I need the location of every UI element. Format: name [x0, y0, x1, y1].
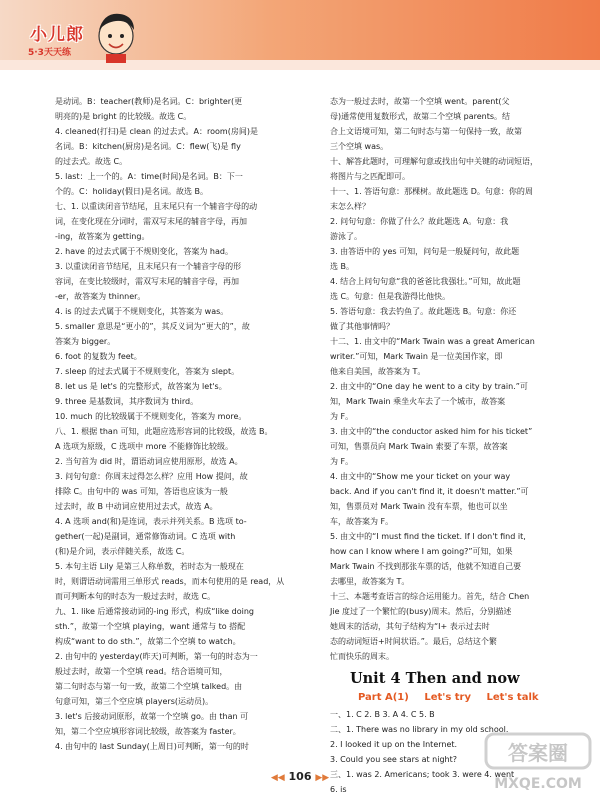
unit-title: Unit 4 Then and now: [350, 670, 520, 687]
answer-line: 4. 由句中的 last Sunday(上周日)可判断，第一句的时: [55, 742, 249, 751]
unit-answer-line: 6. is: [330, 785, 347, 794]
unit-part-line: [358, 691, 585, 705]
answer-line: 3. let's 后接动词原形，故第一个空填 go。由 than 可: [55, 712, 249, 721]
unit-answer-line: 2. I looked it up on the Internet.: [330, 740, 458, 749]
answer-line: 2. have 的过去式属于不规则变化，答案为 had。: [55, 247, 233, 256]
answer-line: 排除 C。由句中的 was 可知，答语也应该为一般: [55, 487, 228, 496]
answer-line: 5. last：上一个的。A：time(时间)是名词。B：下一: [55, 172, 243, 181]
answer-line: 是动词。B：teacher(教师)是名词。C：brighter(更: [55, 97, 243, 106]
answer-line: 九、1. like 后通常接动词的-ing 形式，构成“like doing: [55, 607, 254, 616]
lets-talk-label: Let's talk: [486, 692, 539, 703]
answer-line: (和)是介词，表示伴随关系，故选 C。: [55, 547, 190, 556]
answer-line: 6. foot 的复数为 feet。: [55, 352, 142, 361]
answer-line: 3. 由文中的“the conductor asked him for his ticket”: [330, 427, 533, 436]
answer-line: 母)通常使用复数形式，故第二个空填 parents。结: [330, 112, 511, 121]
answer-line: 词，在变化现在分词时，需双写末尾的辅音字母，再加: [55, 217, 247, 226]
unit-answer-line: 3. Could you see stars at night?: [330, 755, 457, 764]
answer-line: 4. is 的过去式属于不规则变化，其答案为 was。: [55, 307, 229, 316]
answer-line: 容词，在变比较级时，需双写末尾的辅音字母，再加: [55, 277, 239, 286]
answer-line: 知，Mark Twain 乘坐火车去了一个城市，故答案: [330, 397, 506, 406]
unit-answer-line: 三、1. was 2. Americans; took 3. were 4. went: [330, 770, 515, 779]
answer-line: 去哪里，故答案为 T。: [330, 577, 410, 586]
answer-line: 为 F。: [330, 457, 354, 466]
answer-line: 八、1. 根据 than 可知，此题应选形容词的比较级，故选 B。: [55, 427, 273, 436]
brand-name: 小儿郎: [30, 25, 84, 45]
answer-line: 忙而快乐的周末。: [330, 652, 394, 661]
answer-line: 选 B。: [330, 262, 355, 271]
answer-line: -ing，故答案为 getting。: [55, 232, 150, 241]
answer-line: 8. let us 是 let's 的完整形式，故答案为 let's。: [55, 382, 227, 391]
brand-logo: [22, 12, 132, 70]
answer-line: 4. A 选项 and(和)是连词，表示并列关系。B 选项 to-: [55, 517, 247, 526]
right-answers: [330, 94, 585, 664]
answer-line: 4. cleaned(打扫)是 clean 的过去式。A：room(房间)是: [55, 127, 258, 136]
answer-line: 知，第二个空应填形容词比较级，故答案为 faster。: [55, 727, 241, 736]
prev-arrows-icon: ◀◀: [270, 773, 285, 783]
brand-series: 5·3天天练: [28, 48, 71, 58]
answer-line: how can I know where I am going?”可知，如果: [330, 547, 513, 556]
answer-line: 名词。B：kitchen(厨房)是名词。C：flew(飞)是 fly: [55, 142, 241, 151]
answer-line: 4. 结合上问句句意“我的爸爸比我强壮。”可知，故此题: [330, 277, 521, 286]
answer-line: 句意可知，第三个空应填 players(运动员)。: [55, 697, 214, 706]
answer-line: 的过去式。故选 C。: [55, 157, 128, 166]
answer-line: 5. 本句主语 Lily 是第三人称单数，若时态为一般现在: [55, 562, 244, 571]
unit-answer-line: 一、1. C 2. B 3. A 4. C 5. B: [330, 710, 435, 719]
answer-line: back. And if you can't find it, it doesn't matter.”可: [330, 487, 529, 496]
answer-line: 时，则谓语动词需用三单形式 reads，而本句使用的是 read，从: [55, 577, 285, 586]
answer-line: 10. much 的比较级属于不规则变化，答案为 more。: [55, 412, 247, 421]
answer-line: 将图片与之匹配即可。: [330, 172, 410, 181]
answer-line: 3. 以重读闭音节结尾，且末尾只有一个辅音字母的形: [55, 262, 242, 271]
answer-line: 2. 问句句意：你做了什么？故此题选 A。句意：我: [330, 217, 509, 226]
answer-line: 态为一般过去时，故第一个空填 went。parent(父: [330, 97, 510, 106]
answer-line: 7. sleep 的过去式属于不规则变化，答案为 slept。: [55, 367, 240, 376]
unit-answer-line: 二、1. There was no library in my old school.: [330, 725, 509, 734]
page-number: 106: [288, 770, 312, 783]
lets-try-label: Let's try: [424, 692, 471, 703]
answer-line: 般过去时，故第一个空填 read。结合语境可知，: [55, 667, 228, 676]
answer-line: 第二句时态与第一句一致，故第二个空填 talked。由: [55, 682, 243, 691]
answer-line: 2. 由文中的“One day he went to a city by train.”可: [330, 382, 528, 391]
answer-line: 车，故答案为 F。: [330, 517, 394, 526]
part-label: Part A(1): [358, 692, 409, 703]
answer-line: 他来自美国，故答案为 T。: [330, 367, 426, 376]
mascot-icon: [92, 8, 140, 64]
answer-line: 做了其他事情吗？: [330, 322, 394, 331]
answer-line: 三个空填 was。: [330, 142, 389, 151]
svg-text:答案圈: 答案圈: [508, 741, 568, 765]
svg-text:MXQE.COM: MXQE.COM: [494, 776, 582, 792]
answer-line: 七、1. 以重读闭音节结尾，且末尾只有一个辅音字母的动: [55, 202, 258, 211]
watermark-logo: [482, 730, 594, 796]
answer-line: 她周末的活动，其句子结构为“I+ 表示过去时: [330, 622, 490, 631]
answer-line: 十一、1. 答语句意：那棵树。故此题选 D。句意：你的周: [330, 187, 533, 196]
next-arrows-icon: ▶▶: [315, 773, 330, 783]
answer-line: 可知，售票员向 Mark Twain 索要了车票，故答案: [330, 442, 508, 451]
answer-line: 2. 当句首为 did 时，谓语动词应使用原形，故选 A。: [55, 457, 243, 466]
answer-line: 十二、1. 由文中的“Mark Twain was a great American: [330, 337, 535, 346]
answer-line: 5. 由文中的“I must find the ticket. If I don't find it,: [330, 532, 526, 541]
answer-line: 合上文语境可知，第二句时态与第一句保持一致，故第: [330, 127, 522, 136]
right-column: [330, 94, 585, 797]
answer-line: 过去时，故 B 中动词应使用过去式，故选 A。: [55, 502, 218, 511]
answer-line: gether(一起)是副词，通常修饰动词。C 选项 with: [55, 532, 236, 541]
answer-line: -er，故答案为 thinner。: [55, 292, 146, 301]
answer-line: 3. 由答语中的 yes 可知，问句是一般疑问句，故此题: [330, 247, 520, 256]
page-number-bar: [255, 770, 345, 783]
answer-line: sth.”，故第一个空填 playing，want 通常与 to 搭配: [55, 622, 246, 631]
answer-line: 5. 答语句意：我去钓鱼了。故此题选 B。句意：你还: [330, 307, 517, 316]
answer-line: A 选项为原级，C 选项中 more 不能修饰比较级。: [55, 442, 233, 451]
answer-line: 态的动词短语+时间状语。”。最后，总结这个繁: [330, 637, 497, 646]
page-header: [0, 0, 600, 70]
answer-line: 2. 由句中的 yesterday(昨天)可判断，第一句的时态为一: [55, 652, 258, 661]
answer-line: 末怎么样？: [330, 202, 370, 211]
answer-line: 而可判断本句的时态为一般过去时，故选 C。: [55, 592, 216, 601]
answer-line: 明亮的)是 bright 的比较级。故选 C。: [55, 112, 192, 121]
answer-line: 4. 由文中的“Show me your ticket on your way: [330, 472, 511, 481]
answer-line: 答案为 bigger。: [55, 337, 116, 346]
answer-line: 十三、本题考查语言的综合运用能力。首先，结合 Chen: [330, 592, 530, 601]
answer-line: 5. smaller 意思是“更小的”，其反义词为“更大的”，故: [55, 322, 250, 331]
answer-line: 游泳了。: [330, 232, 362, 241]
answer-line: 3. 问句句意：你周末过得怎么样？应用 How 提问，故: [55, 472, 248, 481]
answer-line: 选 C。句意：但是我游得比他快。: [330, 292, 451, 301]
answer-line: 9. three 是基数词，其序数词为 third。: [55, 397, 199, 406]
answer-line: 构成“want to do sth.”，故第二个空填 to watch。: [55, 637, 241, 646]
left-column: [55, 94, 320, 754]
answer-line: 十、解答此题时，可理解句意或找出句中关键的动词短语，: [330, 157, 538, 166]
answer-line: 个的。C：holiday(假日)是名词。故选 B。: [55, 187, 208, 196]
answer-line: Mark Twain 不找到那张车票的话，他就不知道自己要: [330, 562, 522, 571]
answer-line: 知，售票员对 Mark Twain 没有车票，他也可以坐: [330, 502, 508, 511]
answer-line: Jie 度过了一个繁忙的(busy)周末。然后，分别描述: [330, 607, 512, 616]
answer-line: 为 F。: [330, 412, 354, 421]
answer-line: writer.”可知，Mark Twain 是一位美国作家，即: [330, 352, 503, 361]
